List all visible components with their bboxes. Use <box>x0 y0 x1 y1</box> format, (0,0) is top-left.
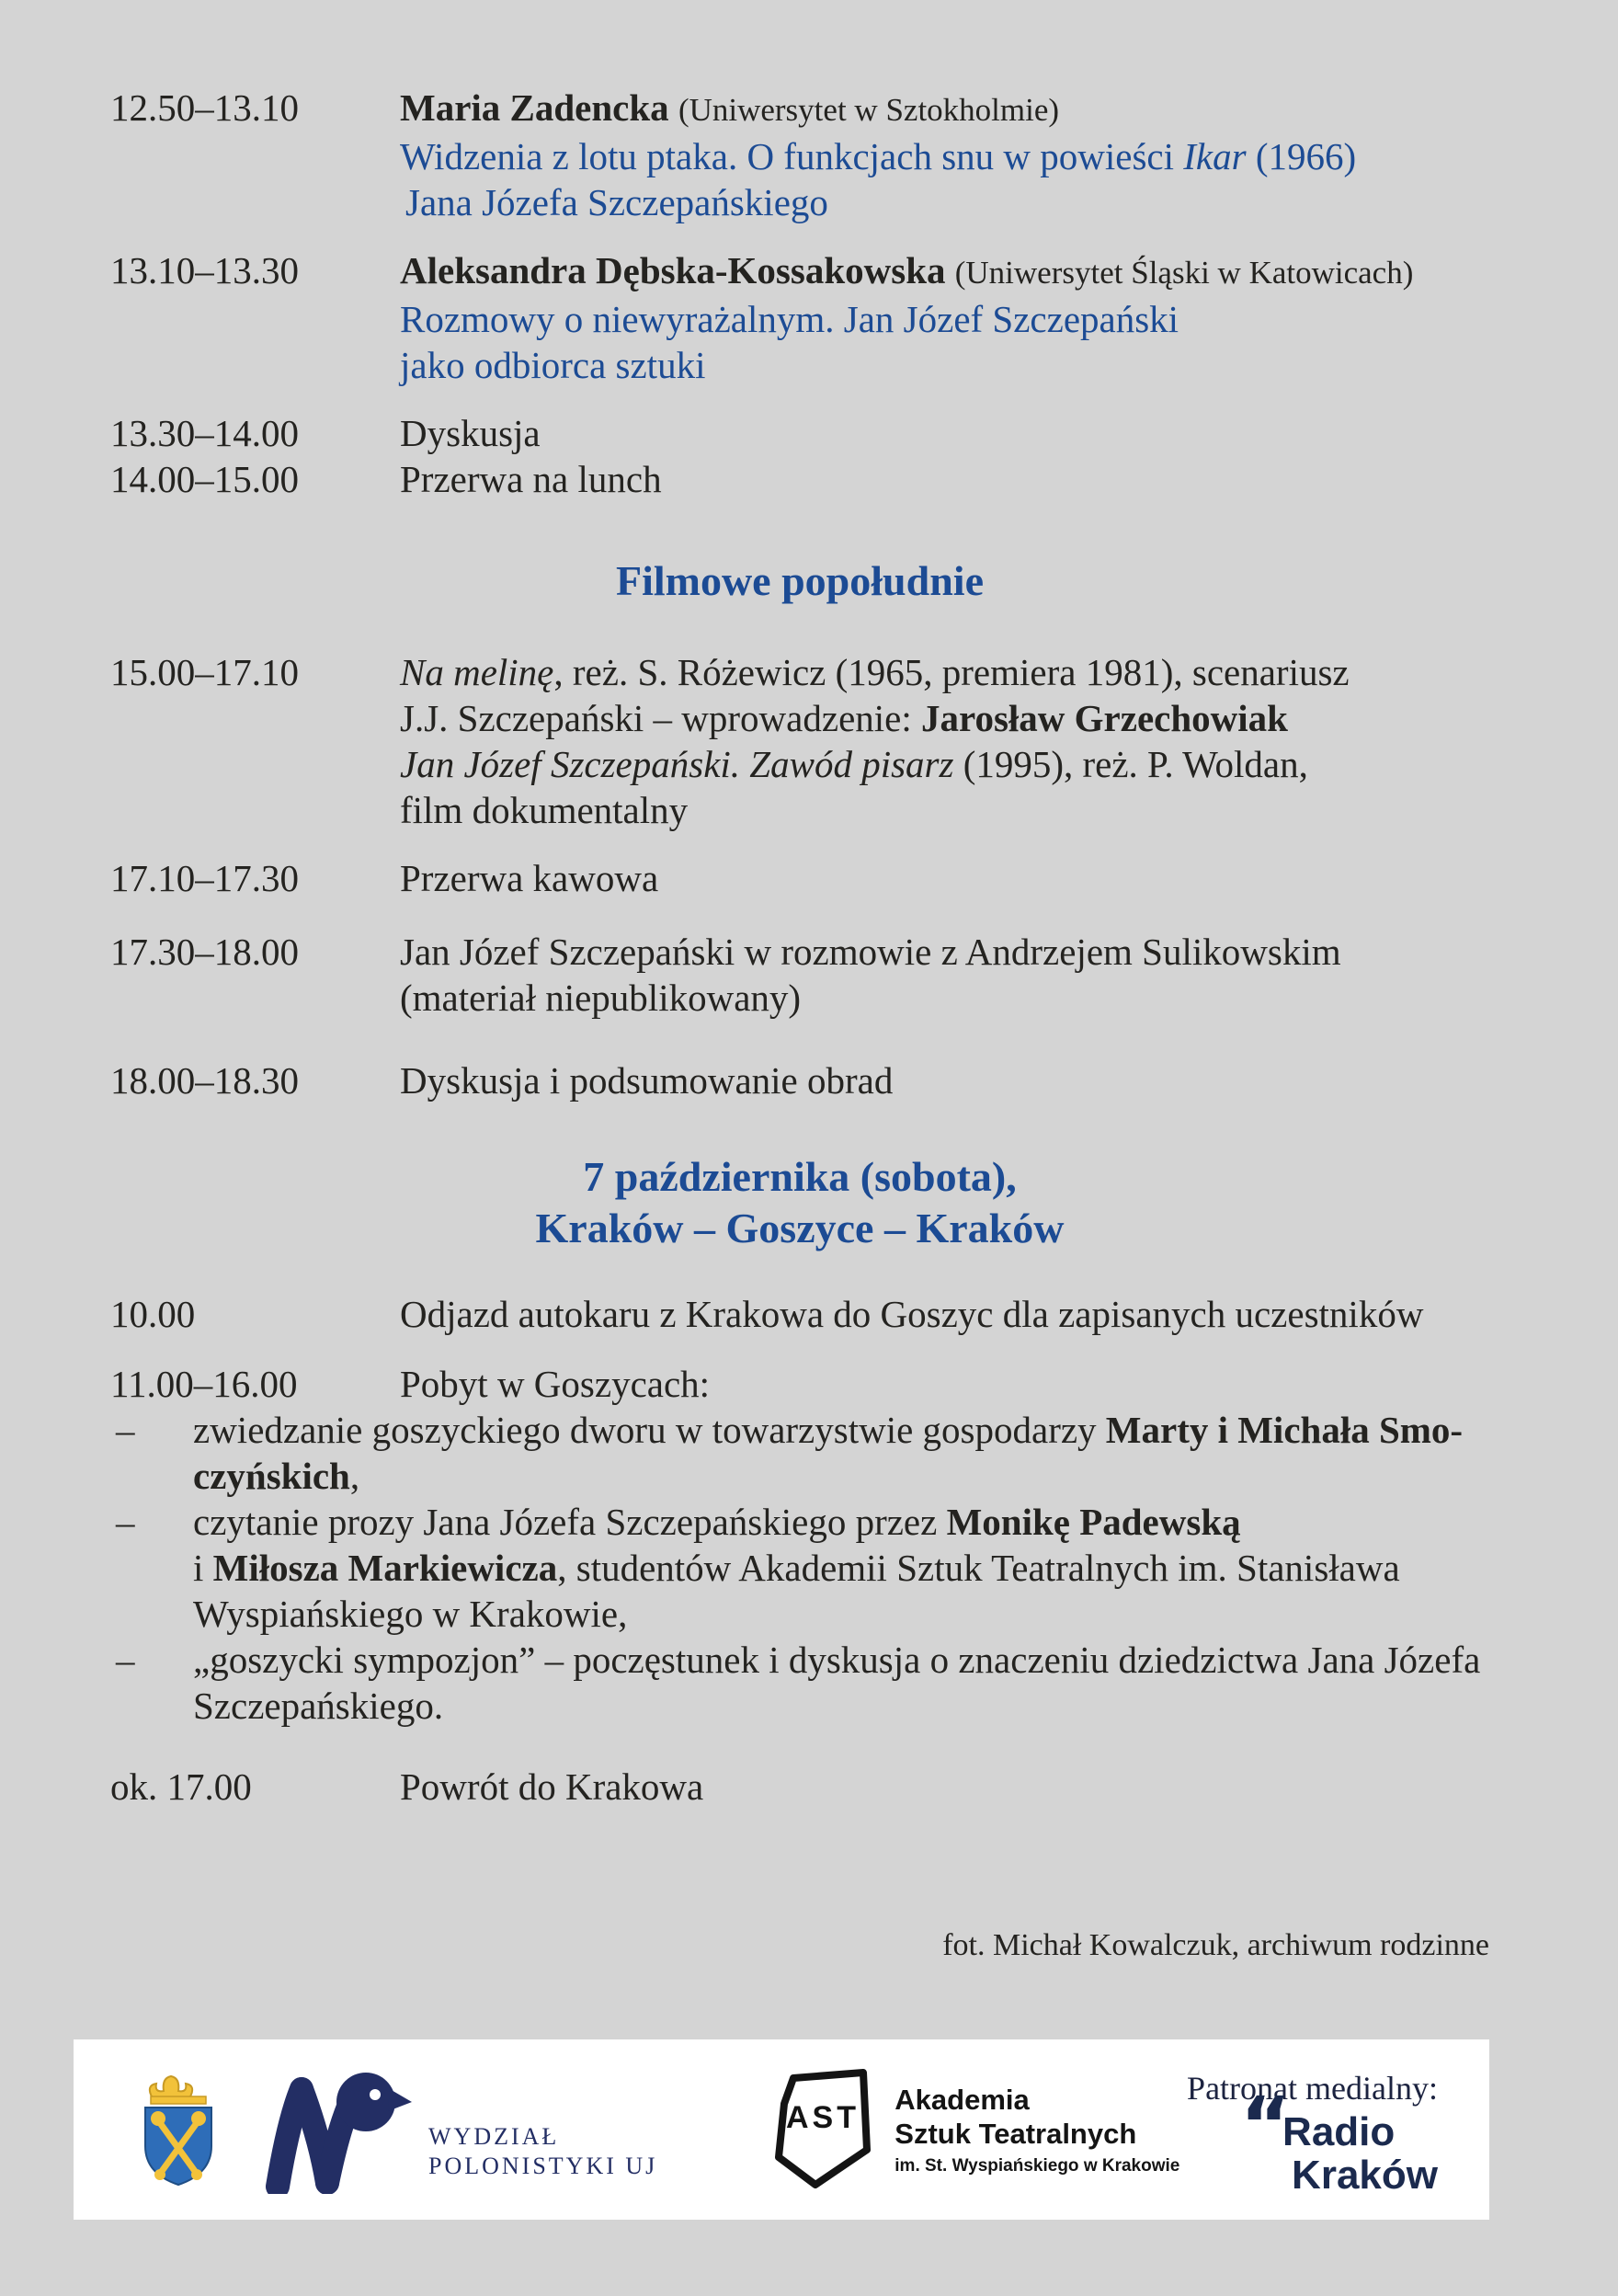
speaker-line <box>400 247 1489 296</box>
radio-krakow-logo: “ Radio Kraków <box>1240 2080 1438 2198</box>
reader-name-1: Monikę Padewską <box>946 1501 1241 1543</box>
talk-title-line2: jako odbiorca sztuki <box>400 344 706 386</box>
session-row <box>110 1057 1489 1103</box>
footer-logo-band <box>74 2039 1489 2220</box>
uj-faculty-label: WYDZIAŁ POLONISTYKI UJ <box>428 2123 658 2179</box>
ast-logo <box>768 2069 871 2190</box>
film-line-4: film dokumentalny <box>400 789 689 831</box>
presenter-name: Jarosław Grzechowiak <box>921 697 1288 739</box>
goszyce-activity-list <box>110 1407 1489 1729</box>
session-desc: Przerwa kawowa <box>400 857 659 899</box>
session-row <box>110 410 1489 456</box>
bullet-dash: – <box>116 1409 135 1451</box>
session-time: 18.00–18.30 <box>110 1059 299 1102</box>
list-item: – czytanie prozy Jana Józefa Szczepańskiego przez Monikę Padewską i Miłosza Markiewicza, studentów Akademii Sztuk Teatralnych im. Stanisława Wyspiańskiego w Krakowie, <box>116 1501 1400 1635</box>
session-time: ok. 17.00 <box>110 1765 252 1808</box>
session-time: 13.10–13.30 <box>110 249 299 291</box>
session-time: 13.30–14.00 <box>110 412 299 454</box>
film-line-1: Na melinę, reż. S. Różewicz (1965, premiera 1981), scenariusz <box>400 651 1350 693</box>
session-row <box>110 855 1489 901</box>
session-desc-line2: (materiał niepublikowany) <box>400 977 802 1019</box>
photo-credit: fot. Michał Kowalczuk, archiwum rodzinne <box>942 1928 1489 1962</box>
session-desc: Odjazd autokaru z Krakowa do Goszyc dla zapisanych uczestników <box>400 1293 1424 1335</box>
speaker-line <box>400 85 1489 133</box>
patronage-label: Patronat medialny: <box>1187 2070 1438 2107</box>
film-line-2: J.J. Szczepański – wprowadzenie: Jarosław Grzechowiak <box>400 697 1288 739</box>
section-heading-afternoon: Filmowe popołudnie <box>615 557 984 604</box>
session-time: 10.00 <box>110 1293 196 1335</box>
session-row <box>110 929 1489 1021</box>
session-time: 17.10–17.30 <box>110 857 299 899</box>
list-item: – „goszycki sympozjon” – poczęstunek i dyskusja o znaczeniu dziedzictwa Jana Józefa Szczepańskiego. <box>116 1639 1481 1727</box>
session-row <box>110 649 1489 833</box>
svg-text:AST: AST <box>786 2100 860 2135</box>
session-time: 14.00–15.00 <box>110 458 299 500</box>
session-time: 11.00–16.00 <box>110 1363 298 1405</box>
session-row <box>110 1361 1489 1407</box>
bullet-dash: – <box>116 1639 135 1681</box>
session-time: 15.00–17.10 <box>110 651 299 693</box>
film-line-3: Jan Józef Szczepański. Zawód pisarz (1995), reż. P. Woldan, <box>400 743 1308 785</box>
talk-title: Widzenia z lotu ptaka. O funkcjach snu w powieści Ikar (1966) <box>400 135 1357 177</box>
day2-heading-line1: 7 października (sobota), <box>583 1153 1017 1200</box>
section-heading-day2 <box>110 1151 1489 1254</box>
session-desc: Dyskusja i podsumowanie obrad <box>400 1059 894 1102</box>
session-desc: Przerwa na lunch <box>400 458 662 500</box>
session-desc: Powrót do Krakowa <box>400 1765 704 1808</box>
session-row <box>110 247 1489 388</box>
talk-title: Rozmowy o niewyrażalnym. Jan Józef Szczepański <box>400 298 1179 340</box>
ast-label: Akademia Sztuk Teatralnych im. St. Wyspiańskiego w Krakowie <box>894 2083 1180 2176</box>
talk-title-line2: Jana Józefa Szczepańskiego <box>405 181 828 223</box>
speaker-affiliation: (Uniwersytet w Sztokholmie) <box>678 92 1060 128</box>
wp-swan-logo <box>263 2065 419 2194</box>
quote-icon: “ <box>1240 2080 1292 2170</box>
session-row <box>110 1764 1489 1810</box>
day2-heading-line2: Kraków – Goszyce – Kraków <box>535 1205 1065 1251</box>
bullet-dash: – <box>116 1501 135 1543</box>
session-row <box>110 456 1489 502</box>
media-patronage <box>1187 2062 1438 2197</box>
session-time: 17.30–18.00 <box>110 931 299 973</box>
speaker-name: Maria Zadencka <box>400 86 669 129</box>
session-desc: Pobyt w Goszycach: <box>400 1363 711 1405</box>
uj-coat-of-arms-logo <box>132 2071 232 2188</box>
session-desc: Jan Józef Szczepański w rozmowie z Andrzejem Sulikowskim <box>400 931 1341 973</box>
session-row <box>110 1291 1489 1337</box>
speaker-affiliation: (Uniwersytet Śląski w Katowicach) <box>954 255 1414 291</box>
hosts-names: Marty i Michała Smo- <box>1105 1409 1464 1451</box>
reader-name-2: Miłosza Markiewicza <box>212 1547 558 1589</box>
speaker-name: Aleksandra Dębska-Kossakowska <box>400 249 946 291</box>
list-item: – zwiedzanie goszyckiego dworu w towarzystwie gospodarzy Marty i Michała Smo- czyńskich, <box>116 1409 1464 1497</box>
session-desc: Dyskusja <box>400 412 541 454</box>
session-row <box>110 85 1489 225</box>
session-time: 12.50–13.10 <box>110 86 299 129</box>
